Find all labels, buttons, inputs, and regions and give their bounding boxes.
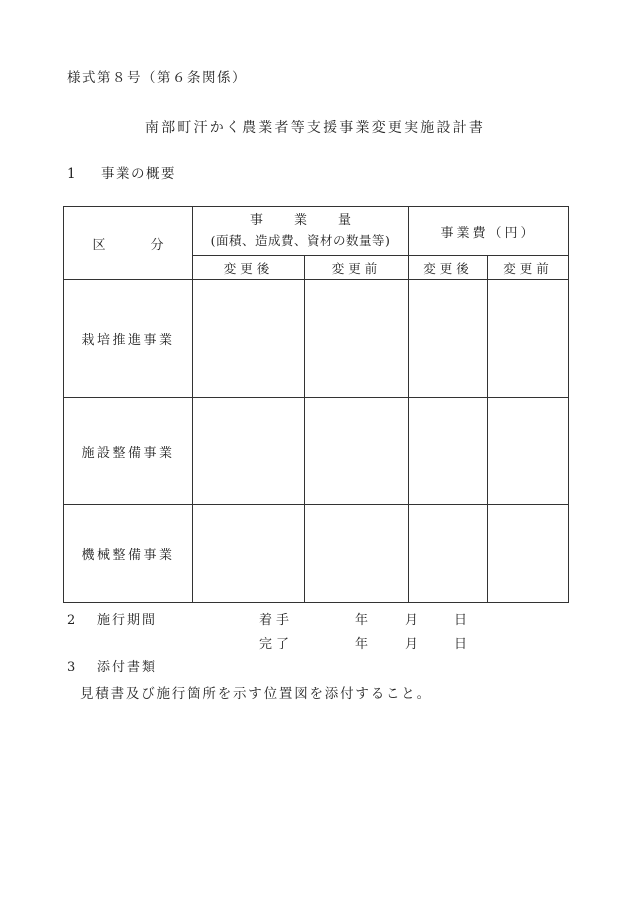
- row-label-cultivation: 栽培推進事業: [64, 280, 193, 398]
- end-month-label: 月: [405, 637, 419, 652]
- section-1-number: 1: [67, 166, 78, 182]
- table-header-row: [64, 207, 569, 256]
- cell-qty-before[interactable]: [305, 280, 409, 398]
- cell-qty-after[interactable]: [193, 398, 305, 505]
- table-row: [64, 280, 569, 398]
- table-row: [64, 398, 569, 505]
- row-label-facility: 施設整備事業: [64, 398, 193, 505]
- document-title: 南部町汗かく農業者等支援事業変更実施設計書: [144, 120, 486, 136]
- cell-qty-after[interactable]: [193, 505, 305, 603]
- subheader-qty-after: 変更後: [193, 256, 305, 280]
- section-3-number: 3: [67, 660, 78, 675]
- end-label: 完了: [259, 637, 294, 652]
- cell-cost-before[interactable]: [488, 398, 569, 505]
- row-label-machinery: 機械整備事業: [64, 505, 193, 603]
- section-1-label: 事業の概要: [101, 166, 176, 182]
- subheader-cost-after: 変更後: [409, 256, 488, 280]
- cell-cost-before[interactable]: [488, 505, 569, 603]
- attachment-instructions: 見積書及び施行箇所を示す位置図を添付すること。: [80, 686, 432, 702]
- section-1-heading: [67, 162, 176, 182]
- section-2-number: 2: [67, 613, 78, 628]
- subheader-qty-before: 変更前: [305, 256, 409, 280]
- table-row: [64, 505, 569, 603]
- cell-cost-after[interactable]: [409, 505, 488, 603]
- start-day-label: 日: [454, 613, 468, 628]
- section-2-label: 施行期間: [97, 613, 158, 628]
- end-day-label: 日: [454, 637, 468, 652]
- header-kubun: 区 分: [64, 207, 193, 280]
- start-label: 着手: [259, 613, 294, 628]
- form-number: 様式第８号（第６条関係）: [67, 70, 247, 86]
- cell-qty-before[interactable]: [305, 398, 409, 505]
- cell-qty-after[interactable]: [193, 280, 305, 398]
- header-quantity-note: (面積、造成費、資材の数量等): [210, 233, 391, 248]
- cell-cost-before[interactable]: [488, 280, 569, 398]
- cell-cost-after[interactable]: [409, 280, 488, 398]
- subheader-cost-before: 変更前: [488, 256, 569, 280]
- cell-cost-after[interactable]: [409, 398, 488, 505]
- end-year-label: 年: [355, 637, 369, 652]
- start-month-label: 月: [405, 613, 419, 628]
- cell-qty-before[interactable]: [305, 505, 409, 603]
- project-summary-table: [63, 206, 569, 603]
- header-quantity-title: 事 業 量: [250, 213, 361, 228]
- section-3-label: 添付書類: [97, 660, 158, 675]
- section-3-heading: [67, 656, 157, 675]
- section-2-heading: [67, 609, 157, 628]
- header-cost: 事業費（円）: [409, 207, 569, 256]
- start-year-label: 年: [355, 613, 369, 628]
- header-quantity: [193, 207, 409, 256]
